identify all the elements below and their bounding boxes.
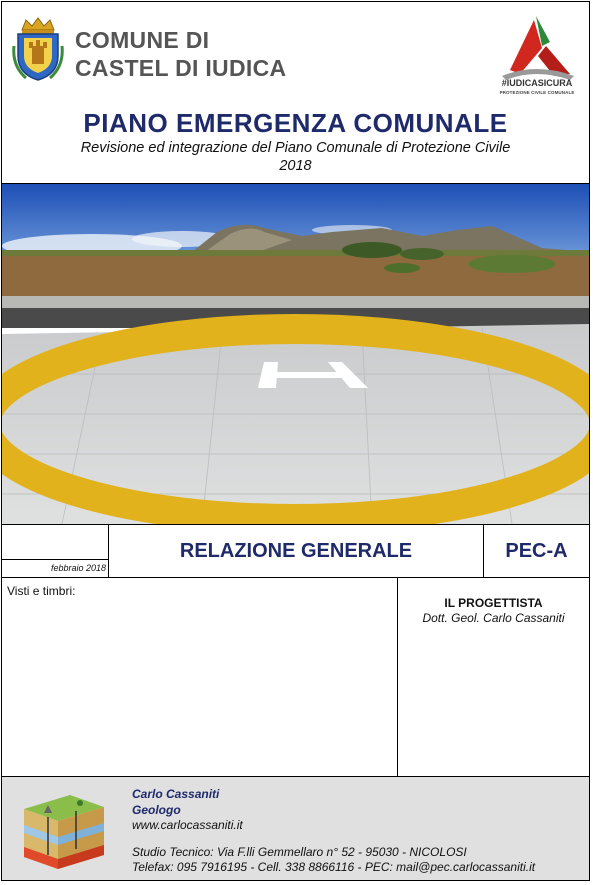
svg-text:CASTEL DI IUDICA: CASTEL DI IUDICA <box>200 325 404 339</box>
document-title-row <box>2 525 589 578</box>
date-cell <box>2 525 109 577</box>
heliport-photo-illustration <box>2 184 589 524</box>
designer-box <box>398 578 589 777</box>
footer-website: www.carlocassaniti.it <box>132 818 243 832</box>
logo-subtitle: PROTEZIONE CIVILE COMUNALE <box>499 90 575 95</box>
document-code: PEC-A <box>505 540 568 562</box>
document-date: febbraio 2018 <box>50 563 106 573</box>
plan-title: PIANO EMERGENZA COMUNALE <box>83 108 508 138</box>
geology-block-icon <box>20 785 108 873</box>
footer-role: Geologo <box>132 803 181 817</box>
footer-studio-address: Studio Tecnico: Via F.lli Gemmellaro n° 52 - 95030 - NICOLOSI <box>132 845 467 859</box>
municipality-line1: COMUNE DI <box>75 27 210 53</box>
municipality-line2: CASTEL DI IUDICA <box>75 55 287 81</box>
municipality-name <box>75 26 286 82</box>
footer <box>2 777 589 880</box>
cover-header <box>2 2 589 184</box>
municipal-crest-icon <box>12 16 64 82</box>
logo-hashtag: #IUDICASICURA <box>501 78 573 88</box>
plan-year: 2018 <box>279 158 312 174</box>
document-cover <box>1 1 590 881</box>
heliport-photo <box>2 184 589 525</box>
designer-name: Dott. Geol. Carlo Cassaniti <box>422 611 565 625</box>
plan-subtitle: Revisione ed integrazione del Piano Comunale di Protezione Civile <box>80 140 511 156</box>
stamps-box <box>2 578 398 777</box>
document-title: RELAZIONE GENERALE <box>109 525 484 577</box>
stamps-label: Visti e timbri: <box>7 584 76 598</box>
designer-title: IL PROGETTISTA <box>444 596 543 610</box>
footer-name: Carlo Cassaniti <box>132 787 220 801</box>
footer-contacts: Telefax: 095 7916195 - Cell. 338 8866116 - PEC: mail@pec.carlocassaniti.it <box>132 860 536 874</box>
date-divider <box>2 559 108 560</box>
